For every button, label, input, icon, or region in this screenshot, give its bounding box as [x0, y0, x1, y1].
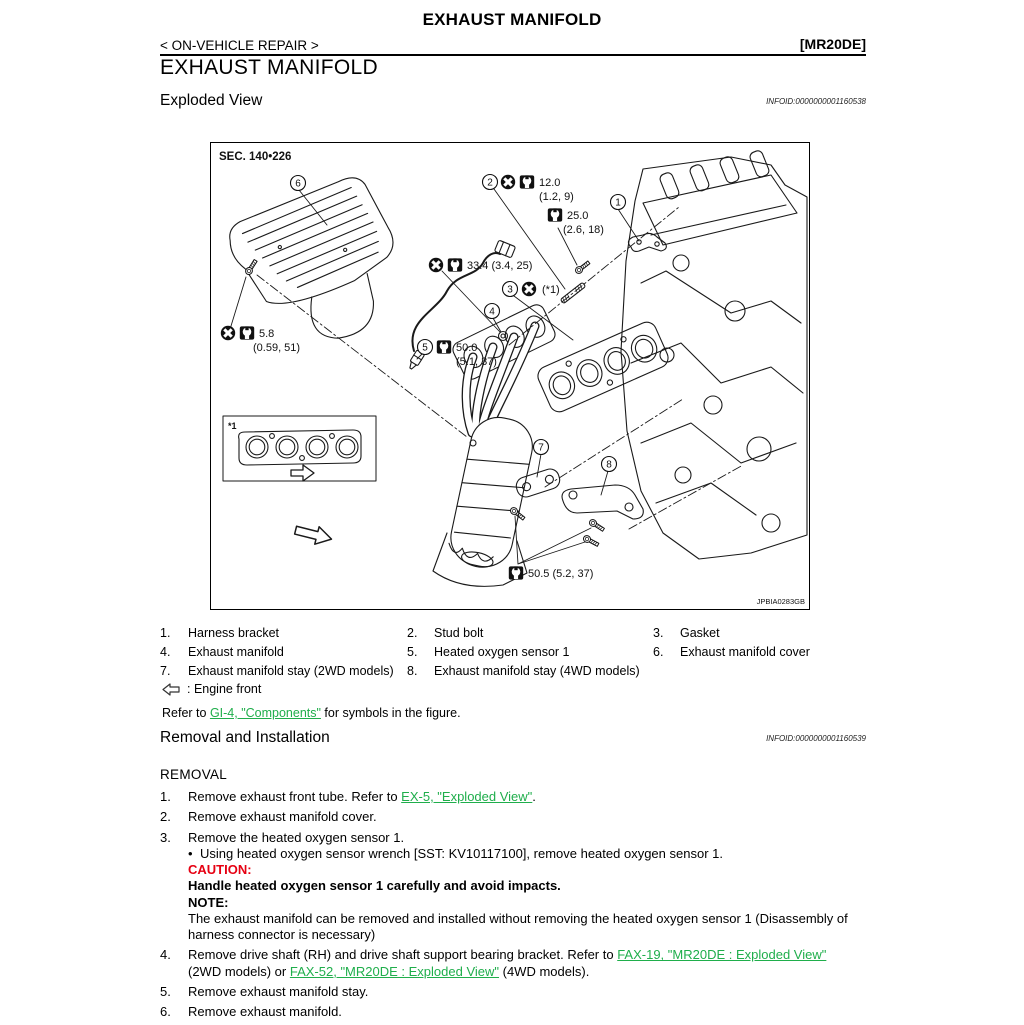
torque-wrench-icon: [448, 258, 462, 271]
bracket-bolt-drawing: [574, 260, 591, 275]
torque-value: (5.1, 37): [456, 356, 497, 368]
part-num: 3.: [653, 626, 664, 640]
sec-label: SEC. 140•226: [219, 151, 292, 163]
washer-hole-drawing: [501, 334, 505, 338]
part-num: 2.: [407, 626, 418, 640]
torque-value: 33.4 (3.4, 25): [467, 260, 533, 272]
refer-note: [162, 706, 461, 720]
section-title: EXHAUST MANIFOLD: [160, 56, 378, 79]
torque-value: 5.8: [259, 328, 275, 340]
part-label: Exhaust manifold stay (2WD models): [188, 664, 394, 678]
step-5: [160, 984, 860, 1000]
torque-value: 25.0: [567, 210, 589, 222]
inset-label: *1: [228, 421, 237, 431]
refer-post: for symbols in the figure.: [320, 706, 461, 720]
bullet-text: Using heated oxygen sensor wrench [SST: KV10117100], remove heated oxygen sensor 1.: [200, 845, 723, 861]
engine-code-badge: [MR20DE]: [799, 36, 866, 52]
engine-front-arrow-icon: [293, 521, 333, 547]
callout-2: 2: [487, 177, 493, 189]
components-link[interactable]: GI-4, "Components": [209, 706, 321, 720]
figure-code: JPBIA0283GB: [756, 597, 805, 606]
stay-bolt-3-drawing: [582, 534, 599, 547]
part-num: 8.: [407, 664, 418, 678]
step-number: 2.: [160, 809, 171, 825]
stay-bolt-2-drawing: [588, 518, 605, 532]
step-text: Remove exhaust front tube. Refer to: [188, 789, 402, 804]
torque-value: (2.6, 18): [563, 224, 604, 236]
torque-wrench-icon: [548, 208, 562, 221]
infoid-label: INFOID:0000000001160538: [766, 97, 866, 106]
replace-icon: [522, 282, 536, 296]
removal-steps: [160, 789, 860, 1025]
step-3: [160, 830, 860, 943]
inset-arrow-icon: [291, 465, 314, 481]
caution-text: Handle heated oxygen sensor 1 carefully and avoid impacts.: [188, 878, 561, 894]
exploded-view-heading-row: [160, 92, 866, 110]
torque-wrench-icon: [509, 566, 523, 579]
torque-value: (0.59, 51): [253, 342, 301, 354]
part-label: Stud bolt: [434, 626, 484, 640]
part-num: 1.: [160, 626, 171, 640]
torque-wrench-icon: [520, 175, 534, 188]
note-text: The exhaust manifold can be removed and installed without removing the heated oxygen sensor 1 (Disassembly of harness connector is necessary): [188, 910, 848, 942]
step-number: 3.: [160, 829, 171, 845]
part-num: 6.: [653, 645, 664, 659]
step-text: Remove the heated oxygen sensor 1.: [188, 829, 405, 845]
page-title: EXHAUST MANIFOLD: [422, 10, 602, 29]
replace-icon: [221, 326, 235, 340]
replace-icon: [429, 258, 443, 272]
part-label: Harness bracket: [188, 626, 280, 640]
torque-value: 50.0: [456, 342, 478, 354]
caution-label: CAUTION:: [188, 862, 252, 878]
torque-wrench-icon: [240, 326, 254, 339]
part-label: Exhaust manifold cover: [680, 645, 810, 659]
exploded-view-drawing: [211, 143, 809, 609]
callout-6: 6: [295, 178, 301, 190]
torque-value: (1.2, 9): [539, 191, 574, 203]
step-number: 5.: [160, 983, 171, 999]
note-label: NOTE:: [188, 894, 229, 910]
cover-bolt-drawing: [244, 259, 258, 276]
step-number: 4.: [160, 947, 171, 963]
step-3-bullet: [188, 846, 860, 862]
removal-installation-heading: Removal and Installation: [160, 729, 330, 746]
infoid-label: INFOID:0000000001160539: [766, 734, 866, 743]
bullet-marker: •: [188, 845, 193, 861]
harness-bracket-drawing: [628, 233, 666, 251]
breadcrumb: < ON-VEHICLE REPAIR >: [160, 38, 319, 53]
step-text: .: [532, 789, 536, 804]
engine-front-arrow-icon: [162, 683, 180, 696]
step-text: Remove exhaust manifold.: [188, 1004, 342, 1020]
part-num: 4.: [160, 645, 171, 659]
step-1: [160, 789, 860, 805]
fax52-link[interactable]: FAX-52, "MR20DE : Exploded View": [289, 963, 500, 979]
parts-list: [160, 626, 870, 683]
callout-8: 8: [606, 459, 612, 471]
ex5-link[interactable]: EX-5, "Exploded View": [401, 789, 533, 804]
step-text: Remove exhaust manifold stay.: [188, 983, 369, 999]
torque-value: 12.0: [539, 177, 561, 189]
callout-5: 5: [422, 342, 428, 354]
step-4: [160, 947, 860, 979]
part-label: Exhaust manifold: [188, 645, 284, 659]
step-2: [160, 809, 860, 825]
fax19-link[interactable]: FAX-19, "MR20DE : Exploded View": [617, 947, 827, 963]
part-num: 5.: [407, 645, 418, 659]
torque-labels: [221, 175, 604, 580]
removal-subheading: REMOVAL: [160, 767, 228, 782]
step-text: Remove exhaust manifold cover.: [188, 809, 377, 825]
replace-icon: [501, 175, 515, 189]
part-label: Heated oxygen sensor 1: [434, 645, 570, 659]
callout-3: 3: [507, 284, 513, 296]
step-text: Remove drive shaft (RH) and drive shaft support bearing bracket. Refer to: [188, 947, 618, 963]
engine-block-drawing: [621, 149, 807, 559]
step-text: (4WD models).: [499, 963, 590, 979]
exploded-view-figure: [210, 142, 810, 610]
removal-installation-heading-row: [160, 729, 866, 747]
callout-1: 1: [615, 197, 621, 209]
torque-wrench-icon: [437, 340, 451, 353]
inset-gasket-box: [223, 416, 376, 481]
part-label: Exhaust manifold stay (4WD models): [434, 664, 640, 678]
page-subheader: [160, 36, 866, 56]
torque-value: 50.5 (5.2, 37): [528, 568, 594, 580]
callout-7: 7: [538, 442, 544, 454]
step-number: 6.: [160, 1004, 171, 1020]
step-number: 1.: [160, 789, 171, 804]
refer-pre: Refer to: [162, 706, 210, 720]
callout-4: 4: [489, 306, 495, 318]
exploded-view-heading: Exploded View: [160, 92, 263, 109]
engine-front-legend: [162, 682, 261, 696]
part-label: Gasket: [680, 626, 720, 640]
part-num: 7.: [160, 664, 171, 678]
step-6: [160, 1004, 860, 1020]
torque-note: (*1): [542, 284, 560, 296]
engine-front-label: : Engine front: [187, 682, 262, 696]
step-text: (2WD models) or: [188, 963, 290, 979]
